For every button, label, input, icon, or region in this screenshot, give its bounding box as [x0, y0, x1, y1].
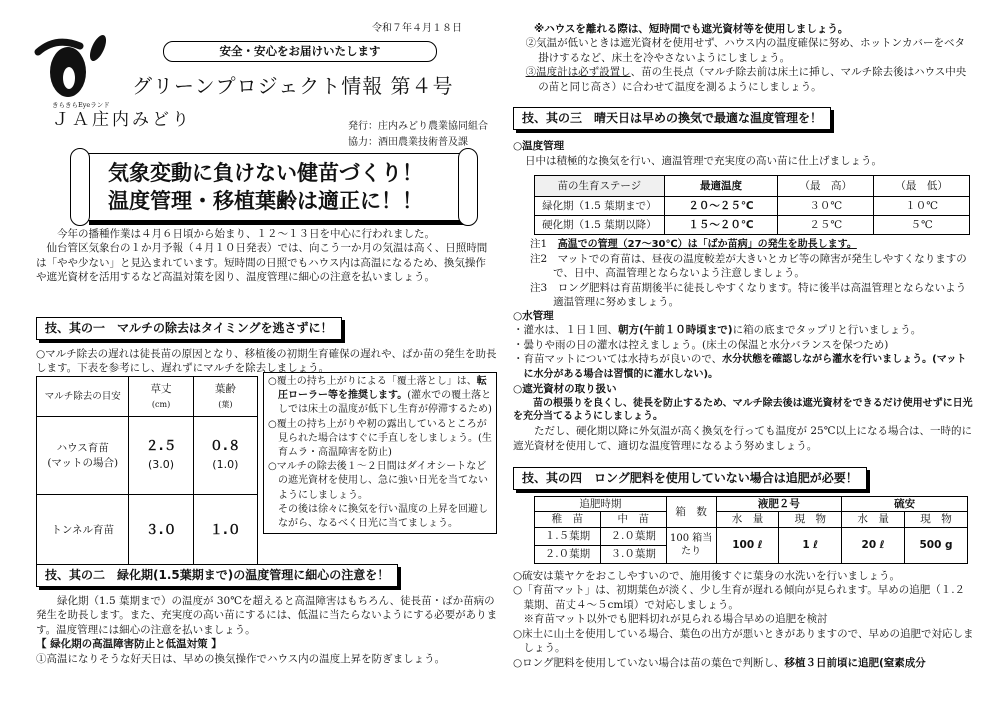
r-prod: 500 g [905, 527, 968, 563]
item-3-text: 、苗の生長点（マルチ除去前は床土に挿し、マルチ除去後はハウス中央の苗と同じ高さ）に合わせて温度を測るようにしましょう。 [538, 66, 967, 93]
cell-label [37, 495, 129, 567]
th-stage: 苗の生育ステージ [535, 176, 665, 197]
e-prod: 1 ℓ [779, 527, 842, 563]
fert-note-1: ○硫安は葉ヤケをおこしやすいので、施用後すぐに葉身の水洗いを行いましょう。 [513, 570, 900, 582]
fert-note-3: ※育苗マット以外でも肥料切れが見られる場合早めの追肥を検討 [523, 613, 828, 626]
th-leaf-label: 葉齢 [214, 383, 236, 396]
section-2-body [36, 594, 498, 666]
shade-2: ただし、硬化期以降に外気温が高く換気を行っても温度が 25℃以上になる場合は、一時的に遮光資材を使用して、適切な温度管理になるよう努めましょう。 [513, 425, 972, 452]
temp-note-1 [530, 237, 976, 252]
th-height [129, 377, 193, 417]
table-row [535, 527, 968, 545]
headline-banner [85, 153, 463, 221]
e-water: 100 ℓ [716, 527, 779, 563]
r1-chu: ２.０葉期 [600, 527, 666, 545]
table-row [37, 417, 258, 495]
temp-heading: ○温度管理 [513, 140, 565, 152]
th-ryuan: 硫安 [842, 497, 968, 512]
water-text: ・育苗マットについては水持ちが良いので、 [513, 353, 723, 366]
shade-heading: ○遮光資材の取り扱い [513, 383, 617, 396]
fert-note-5 [513, 656, 975, 670]
section-2-para: 緑化期（1.5 葉期まで）の温度が 30℃を超えると高温障害はもちろん、徒長苗・ばか苗病の発生を助長します。また、充実度の高い苗にするには、低温に当たらないようにする必要があります。温度管理には細心の注意を払いましょう。 [36, 595, 498, 636]
water-heading: ○水管理 [513, 310, 554, 322]
water-2: ・曇りや雨の日の灌水は控えましょう。(床土の保温と水分バランスを保つため) [513, 338, 889, 351]
min-cell: ５℃ [874, 216, 970, 235]
section-3-title: 技、其の三 晴天日は早めの換気で最適な温度管理を！ [513, 107, 831, 130]
intro-para-2: 仙台管区気象台の１か月予報（４月１０日発表）では、向こう一か月の気温は高く、日照時間は「やや少ない」と見込まれています。短時間の日照でもハウス内は高温になるため、換気操作や遮光資材を活用するなど高温対策を図り、温度管理に細心の注意を払いましょう。 [36, 242, 488, 284]
publisher: 発行：庄内みどり農業協同組合 [348, 121, 488, 132]
row-sublabel: (マットの場合) [47, 456, 119, 469]
item-3-underline: ③温度計は必ず設置し [525, 66, 631, 79]
note-bold: 移植３日前頃に追肥(窒素成分 [784, 656, 926, 669]
temp-intro: 日中は積極的な換気を行い、適温管理で充実度の高い苗に仕上げましょう。 [525, 155, 882, 167]
fert-note-2: ○「育苗マット」は、初期葉色が淡く、少し生育が遅れる傾向が見られます。早めの追肥（１.２葉期、苗丈４～５cm頃）で対応しましょう。 [513, 584, 966, 611]
note-1 [268, 375, 492, 418]
note-text: 高温での管理（27～30℃）は「ばか苗病」の発生を助長します。 [557, 239, 857, 250]
item-3 [513, 65, 975, 94]
water-management [513, 309, 975, 453]
issue-date: 令和７年４月１８日 [372, 23, 462, 34]
water-text: ・灌水は、１日１回、 [513, 324, 618, 337]
intro-para-1: 今年の播種作業は４月６日頃から始まり、１２～１３日を中心に行われました。 [57, 228, 435, 240]
section-1-title: 技、其の一 マルチの除去はタイミングを逃さずに！ [36, 317, 342, 340]
scroll-curl-left [70, 148, 90, 226]
water-bold: 朝方(午前１０時頃まで) [618, 324, 733, 337]
row-label: トンネル育苗 [51, 524, 115, 537]
note-bold: 転圧ローラー等を推奨します。 [278, 376, 487, 402]
th-r-water: 水 量 [842, 512, 905, 527]
th-max: （最 高） [778, 176, 874, 197]
section-1-notes [263, 372, 497, 534]
water-1 [513, 323, 975, 337]
max-cell: ２５℃ [778, 216, 874, 235]
note-label: 注1 [530, 238, 548, 250]
cell-leaf: １.０ [193, 495, 257, 567]
cell-label [37, 417, 129, 495]
th-period: 追肥時期 [535, 497, 667, 512]
th-opt: 最適温度 [664, 176, 778, 197]
th-target: マルチ除去の目安 [37, 377, 129, 417]
temp-notes [530, 237, 976, 310]
cell-leaf [193, 417, 257, 495]
table-row [37, 495, 258, 567]
water-3 [513, 352, 975, 382]
section-1-intro: ○マルチ除去の遅れは徒長苗の原因となり、移植後の初期生育確保の遅れや、ばか苗の発生を助長します。下表を参考にし、遅れずにマルチを除去しましょう。 [36, 348, 497, 375]
cell-height [129, 417, 193, 495]
note-3: ○マルチの除去後１～２日間はダイオシートなどの遮光資材を使用し、急に強い日光を当てないようにしましょう。 [268, 461, 488, 501]
th-inenae: 稚 苗 [535, 512, 601, 527]
th-chunae: 中 苗 [600, 512, 666, 527]
opt-cell: ２０～２５℃ [664, 197, 778, 216]
house-note: ※ハウスを離れる際は、短時間でも遮光資材等を使用しましょう。 [534, 23, 849, 35]
th-r-prod: 現 物 [905, 512, 968, 527]
scroll-curl-right [458, 148, 478, 226]
logo [34, 32, 114, 100]
temp-note-3 [530, 281, 976, 310]
note-text: ○ロング肥料を使用していない場合は苗の葉色で判断し、 [513, 656, 785, 669]
headline-line1: 気象変動に負けない健苗づくり！ [108, 161, 423, 185]
table-row [535, 197, 970, 216]
note-text: (灌水での覆土落としでは床土の温度が低下し生育が停滞するため) [278, 390, 492, 416]
newsletter-title: グリーンプロジェクト情報 第４号 [132, 74, 454, 98]
box-count: 100 箱当たり [666, 527, 716, 563]
leaf-sub: (1.0) [212, 457, 239, 471]
th-min: （最 低） [874, 176, 970, 197]
table-row [535, 216, 970, 235]
multi-removal-table [36, 376, 258, 567]
min-cell: １０℃ [874, 197, 970, 216]
r-water: 20 ℓ [842, 527, 905, 563]
fert-note-4: ○床土に山土を使用している場合、葉色の出方が悪いときがありますので、早めの追肥で対応しましょう。 [513, 627, 974, 655]
water-text: に箱の底までタップリと行いましょう。 [732, 324, 922, 337]
height-sub: (3.0) [148, 457, 175, 471]
note-label: 注3 [530, 281, 548, 294]
stage-cell: 緑化期（1.5 葉期まで） [535, 197, 665, 216]
fertilizer-table [534, 496, 968, 564]
section-2-item-1: ①高温になりそうな好天日は、早めの換気操作でハウス内の温度上昇を防ぎましょう。 [36, 652, 446, 665]
note-text: ○覆土の持ち上がりによる「覆土落とし」は、 [268, 376, 477, 387]
logo-subtitle: きらきらEyeランド [52, 101, 110, 109]
section-4-notes [513, 569, 975, 670]
temp-note-2 [530, 252, 976, 281]
note-3-cont: その後は徐々に換気を行い温度の上昇を回避しながら、なるべく日光に当てましょう。 [278, 503, 488, 529]
cell-height: ３.０ [129, 495, 193, 567]
r2-ine: ２.０葉期 [535, 545, 601, 563]
r1-ine: １.５葉期 [535, 527, 601, 545]
temp-table [534, 175, 970, 235]
note-text: マットでの育苗は、昼夜の温度較差が大きいとカビ等の障害が発生しやすくなりますので、日中、高温管理とならないよう注意しましょう。 [553, 252, 967, 280]
th-box: 箱 数 [666, 497, 716, 528]
note-2: ○覆土の持ち上がりや籾の露出しているところが見られた場合はすぐに手直しをしましょう。(生育ムラ・高温障害を防止) [268, 418, 492, 458]
section-4-title: 技、其の四 ロング肥料を使用していない場合は追肥が必要！ [513, 467, 867, 490]
row-label: ハウス育苗 [56, 442, 109, 455]
section-2-subhead: 【 緑化期の高温障害防止と低温対策 】 [36, 638, 222, 651]
stage-cell: 硬化期（1.5 葉期以降） [535, 216, 665, 235]
org-name: ＪＡ庄内みどり [52, 110, 192, 130]
item-2: ②気温が低いときは遮光資材を使用せず、ハウス内の温度確保に努め、ホットンカバーをベタ掛けするなど、床土を冷やさないようにしましょう。 [525, 37, 966, 64]
th-e-prod: 現 物 [779, 512, 842, 527]
tagline: 安全・安心をお届けいたします [163, 41, 437, 62]
max-cell: ３０℃ [778, 197, 874, 216]
th-e-water: 水 量 [716, 512, 779, 527]
th-height-unit: (cm) [151, 399, 171, 409]
headline-line2: 温度管理・移植葉齢は適正に！！ [108, 189, 423, 213]
note-text: ロング肥料は育苗期後半に徒長しやすくなります。特に後半は高温管理とならないよう適温管理に努めましょう。 [553, 281, 967, 309]
th-leaf [193, 377, 257, 417]
height-value: ２.５ [145, 438, 177, 454]
r2-chu: ３.０葉期 [600, 545, 666, 563]
th-height-label: 草丈 [150, 383, 172, 396]
water-bold: 水分状態を確認しながら灌水を行いましょう。(マットに水分がある場合は習慣的に灌水しない)。 [523, 354, 967, 381]
shade-1: 苗の根張りを良くし、徒長を防止するため、マルチ除去後は遮光資材をできるだけ使用せずに日光を充分当てるようにしましょう。 [513, 397, 973, 423]
opt-cell: １５～２０℃ [664, 216, 778, 235]
note-label: 注2 [530, 252, 548, 265]
cooperation: 協力：酒田農業技術普及課 [348, 137, 468, 148]
th-leaf-unit: (葉) [218, 399, 233, 409]
intro [36, 227, 496, 285]
section-2-title: 技、其の二 緑化期(1.5葉期まで)の温度管理に細心の注意を！ [36, 564, 398, 587]
leaf-value: ０.８ [209, 438, 241, 454]
th-ekihi: 液肥２号 [716, 497, 842, 512]
right-top [513, 22, 975, 94]
